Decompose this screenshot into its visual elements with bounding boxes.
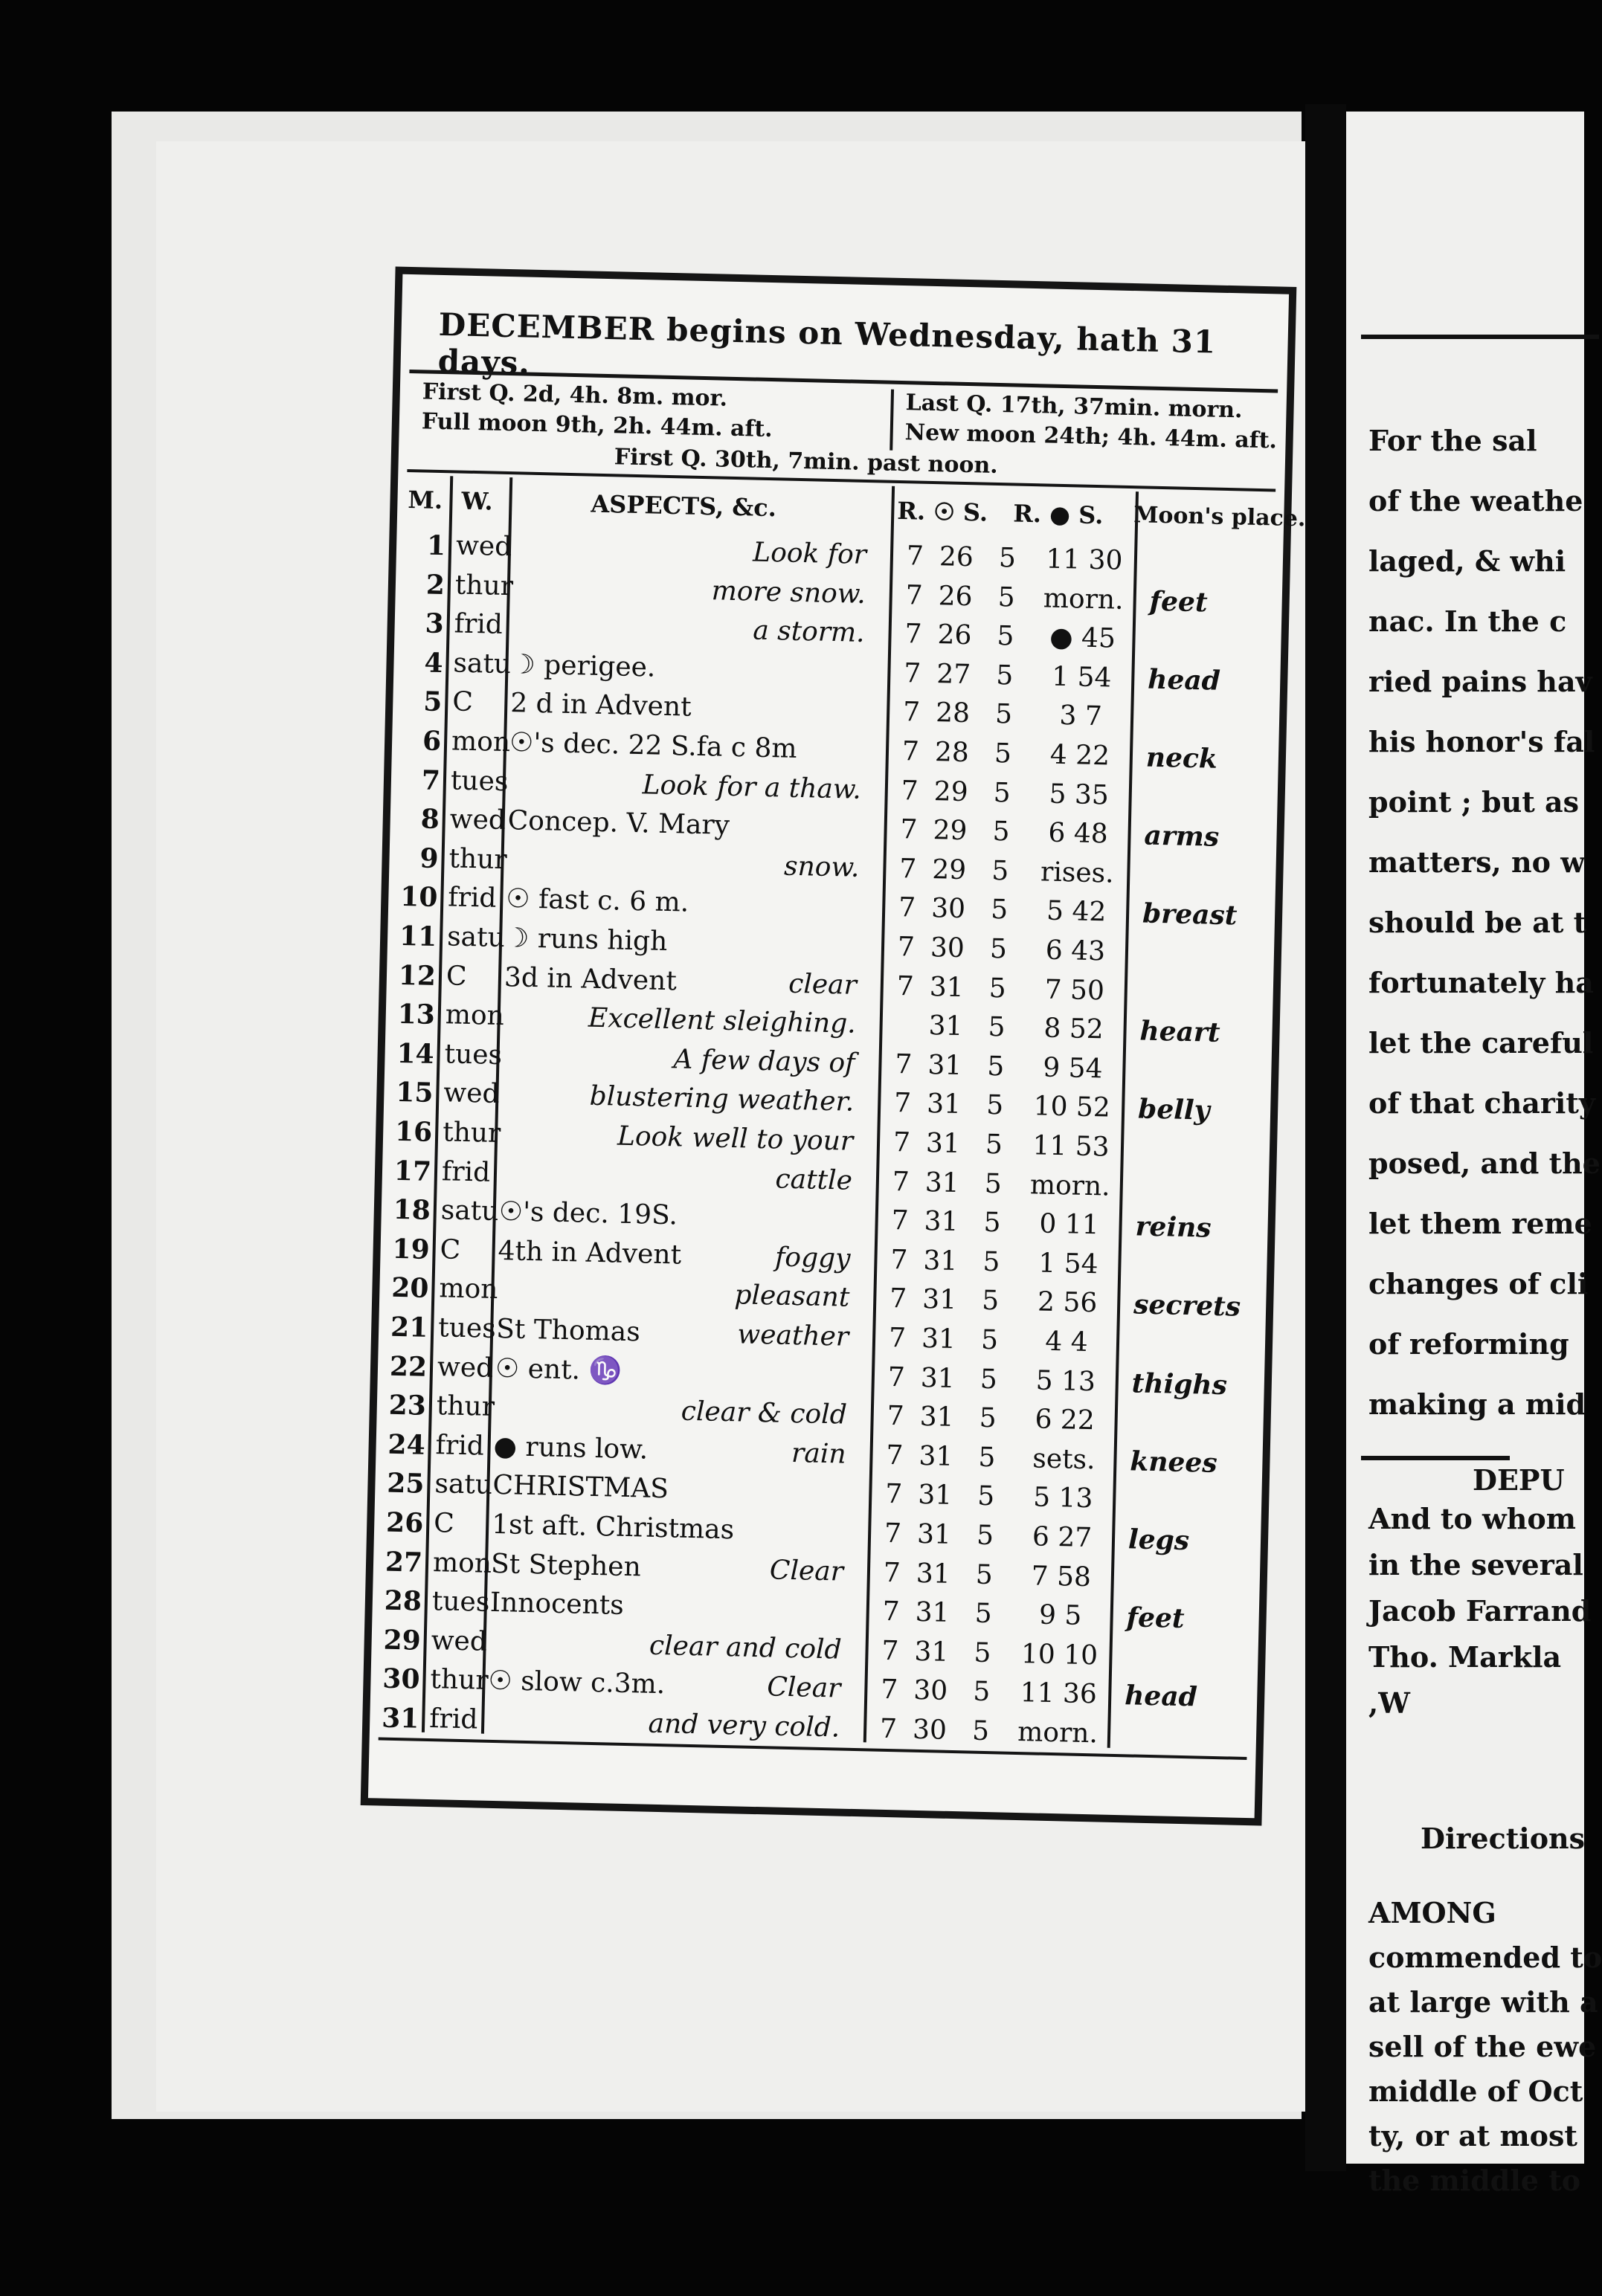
row-moon-place: feet	[1149, 585, 1209, 618]
row-sun-rise-min: 30	[913, 1675, 948, 1707]
row-day: 25	[386, 1468, 425, 1500]
row-aspect-right: Clear	[769, 1554, 844, 1587]
row-sun-set-hour: 5	[971, 1715, 990, 1747]
row-sun-rise-hour: 7	[898, 853, 917, 885]
row-moon-rise-set: 7 50	[1044, 974, 1105, 1006]
col-header-aspects: ASPECTS, &c.	[591, 489, 777, 523]
row-sun-rise-hour: 7	[892, 1166, 910, 1198]
row-sun-rise-min: 31	[917, 1480, 953, 1512]
row-sun-rise-min: 29	[933, 815, 968, 847]
right-page-line: ried pains hav	[1368, 665, 1592, 698]
row-sun-rise-hour: 7	[906, 541, 924, 572]
row-sun-rise-min: 27	[936, 658, 971, 691]
row-day: 23	[388, 1389, 427, 1422]
row-sun-rise-hour: 7	[893, 1088, 912, 1119]
row-day: 19	[392, 1233, 431, 1265]
right-page-line: sell of the ewe	[1368, 2030, 1597, 2063]
row-moon-rise-set: 0 11	[1039, 1208, 1100, 1241]
row-moon-place: reins	[1135, 1210, 1212, 1244]
row-sun-set-hour: 5	[988, 1012, 1006, 1043]
row-sun-rise-hour: 7	[900, 814, 918, 845]
row-sun-rise-hour: 7	[901, 736, 920, 767]
row-sun-set-hour: 5	[979, 1402, 997, 1434]
row-sun-set-hour: 5	[982, 1246, 1000, 1278]
phase-first-quarter-second: First Q. 30th, 7min. past noon.	[614, 444, 999, 479]
row-sun-rise-hour: 7	[896, 970, 915, 1002]
top-rule	[1361, 335, 1599, 339]
row-day: 20	[390, 1272, 429, 1305]
row-sun-rise-hour: 7	[882, 1596, 901, 1628]
row-day: 15	[395, 1077, 434, 1109]
right-page-line: laged, & whi	[1368, 544, 1566, 578]
right-page-line: fortunately ha	[1368, 966, 1594, 999]
row-weekday: C	[433, 1508, 455, 1539]
row-sun-set-hour: 5	[995, 660, 1014, 691]
row-aspect-right: a storm.	[752, 615, 866, 649]
row-sun-set-hour: 5	[990, 894, 1009, 926]
row-sun-set-hour: 5	[985, 1129, 1003, 1161]
row-sun-rise-min: 31	[916, 1558, 951, 1590]
row-moon-rise-set: morn.	[1017, 1717, 1098, 1750]
row-sun-set-hour: 5	[976, 1520, 994, 1552]
row-moon-place: knees	[1129, 1445, 1218, 1479]
row-day: 12	[398, 959, 437, 992]
right-page-directions-heading: Directions	[1421, 1822, 1586, 1855]
row-sun-set-hour: 5	[984, 1168, 1003, 1199]
row-moon-rise-set: 4 4	[1044, 1326, 1089, 1358]
row-weekday: wed	[449, 804, 506, 836]
row-moon-place: head	[1147, 663, 1221, 697]
row-sun-rise-min: 31	[924, 1167, 960, 1199]
row-moon-rise-set: ● 45	[1049, 622, 1116, 654]
row-aspect-right: foggy	[774, 1242, 851, 1274]
row-moon-place: breast	[1142, 897, 1238, 932]
row-weekday: mon	[451, 726, 511, 758]
row-day: 6	[422, 725, 442, 758]
row-moon-rise-set: 11 30	[1045, 544, 1123, 576]
row-sun-rise-min: 31	[916, 1518, 952, 1550]
phase-new-moon: New moon 24th; 4h. 44m. aft.	[904, 419, 1278, 454]
row-moon-rise-set: 7 58	[1031, 1560, 1092, 1593]
row-day: 29	[383, 1624, 422, 1657]
row-aspect: ☉ fast c. 6 m.	[505, 883, 689, 919]
col-header-sun-rise-set: R. ☉ S.	[896, 496, 988, 527]
row-day: 22	[389, 1350, 428, 1383]
row-moon-rise-set: 5 13	[1032, 1482, 1093, 1515]
row-moon-rise-set: 5 42	[1046, 895, 1107, 928]
book-gutter	[1305, 104, 1346, 2171]
row-sun-set-hour: 5	[974, 1598, 993, 1630]
row-aspect: Innocents	[489, 1587, 625, 1622]
row-sun-set-hour: 5	[980, 1324, 999, 1356]
row-moon-rise-set: 8 52	[1043, 1013, 1104, 1045]
row-day: 8	[420, 803, 440, 836]
row-sun-set-hour: 5	[989, 933, 1008, 965]
row-sun-set-hour: 5	[979, 1364, 998, 1395]
right-page-line: nac. In the c	[1368, 604, 1567, 638]
row-moon-rise-set: 6 27	[1032, 1521, 1093, 1554]
right-page-line: Tho. Markla	[1368, 1640, 1562, 1674]
row-sun-rise-hour: 7	[884, 1518, 902, 1550]
row-day: 26	[385, 1506, 424, 1539]
row-moon-rise-set: 6 48	[1048, 817, 1109, 850]
row-sun-rise-hour: 7	[886, 1439, 904, 1471]
row-aspect-right: snow.	[783, 851, 860, 883]
row-aspect-right: A few days of	[672, 1044, 855, 1079]
row-sun-rise-min: 31	[926, 1089, 962, 1120]
row-weekday: frid	[447, 882, 497, 915]
right-page-heading: DEPU	[1473, 1463, 1565, 1497]
row-aspect-right: blustering weather.	[589, 1081, 855, 1118]
row-day: 1	[426, 529, 446, 562]
right-page-line: AMONG	[1368, 1896, 1496, 1929]
row-weekday: mon	[439, 1273, 498, 1306]
row-weekday: mon	[432, 1547, 492, 1579]
row-sun-rise-min: 31	[919, 1402, 954, 1434]
row-sun-set-hour: 5	[991, 855, 1009, 887]
row-weekday: C	[445, 960, 468, 992]
phase-divider	[890, 390, 894, 451]
row-day: 3	[425, 607, 445, 640]
right-page-line: middle of Oct	[1368, 2074, 1583, 2108]
row-moon-place: belly	[1137, 1093, 1210, 1127]
right-page-line: And to whom	[1368, 1502, 1576, 1535]
row-moon-place: thighs	[1131, 1367, 1228, 1401]
row-aspect: ☉ ent. ♑	[495, 1352, 623, 1387]
row-moon-place: feet	[1126, 1602, 1186, 1635]
row-sun-set-hour: 5	[994, 699, 1013, 730]
row-weekday: frid	[435, 1429, 485, 1462]
row-sun-set-hour: 5	[993, 777, 1011, 809]
row-sun-rise-hour: 7	[904, 619, 922, 650]
row-sun-set-hour: 5	[977, 1481, 995, 1512]
row-sun-rise-min: 30	[930, 893, 966, 925]
row-weekday: thur	[448, 843, 508, 875]
row-sun-rise-min: 31	[929, 971, 965, 1003]
row-sun-set-hour: 5	[997, 621, 1014, 652]
col-header-month-day: M.	[408, 485, 443, 515]
row-moon-rise-set: rises.	[1040, 857, 1115, 889]
row-weekday: tues	[437, 1312, 497, 1344]
row-day: 2	[425, 569, 445, 601]
row-sun-rise-min: 26	[939, 541, 974, 573]
row-day: 28	[384, 1584, 422, 1617]
row-weekday: wed	[455, 530, 512, 563]
row-sun-rise-hour: 7	[898, 892, 916, 923]
row-moon-place: neck	[1145, 741, 1218, 775]
phase-first-quarter: First Q. 2d, 4h. 8m. mor.	[422, 378, 728, 412]
row-day: 11	[399, 920, 437, 953]
row-aspect: ● runs low.	[493, 1431, 649, 1465]
row-sun-rise-min: 26	[938, 580, 974, 612]
row-weekday: satu	[440, 1195, 499, 1228]
row-moon-place: legs	[1127, 1523, 1190, 1557]
row-day: 5	[422, 686, 443, 718]
row-day: 31	[381, 1702, 419, 1735]
row-aspect-right: rain	[791, 1437, 847, 1470]
row-moon-place: secrets	[1133, 1289, 1241, 1323]
row-sun-set-hour: 5	[986, 1051, 1005, 1083]
row-aspect-right: pleasant	[733, 1280, 850, 1314]
col-header-week-day: W.	[461, 486, 494, 516]
row-sun-rise-hour: 7	[903, 657, 921, 689]
row-moon-rise-set: 4 22	[1049, 739, 1110, 772]
row-moon-rise-set: 1 54	[1051, 661, 1112, 694]
row-day: 4	[424, 647, 444, 679]
phase-full-moon: Full moon 9th, 2h. 44m. aft.	[421, 408, 773, 443]
row-sun-set-hour: 5	[981, 1286, 1000, 1317]
row-weekday: tues	[431, 1586, 490, 1619]
row-sun-rise-hour: 7	[883, 1557, 901, 1588]
row-sun-set-hour: 5	[985, 1090, 1004, 1121]
row-aspect-right: Excellent sleighing.	[588, 1002, 857, 1040]
row-sun-set-hour: 5	[983, 1207, 1002, 1239]
row-weekday: wed	[443, 1077, 501, 1110]
row-sun-rise-hour: 7	[890, 1244, 908, 1276]
row-moon-rise-set: 6 22	[1035, 1404, 1096, 1436]
calendar-title: DECEMBER begins on Wednesday, hath 31 days.	[437, 306, 1217, 381]
row-day: 18	[393, 1193, 431, 1227]
row-moon-rise-set: 5 13	[1035, 1365, 1096, 1397]
row-sun-rise-min: 30	[930, 932, 965, 964]
row-aspect: ☽ runs high	[504, 923, 668, 958]
row-sun-rise-hour: 7	[901, 775, 919, 807]
right-page-line: making a mid	[1368, 1387, 1586, 1421]
row-weekday: thur	[436, 1390, 495, 1423]
row-day: 21	[390, 1311, 428, 1344]
row-weekday: thur	[430, 1664, 489, 1697]
row-sun-rise-hour: 7	[881, 1635, 899, 1667]
row-moon-place: arms	[1144, 819, 1220, 854]
row-sun-rise-hour: 7	[905, 579, 924, 611]
row-aspect: 1st aft. Christmas	[491, 1509, 735, 1546]
row-sun-rise-min: 31	[924, 1206, 959, 1238]
row-sun-set-hour: 5	[978, 1442, 996, 1474]
right-page	[1346, 112, 1602, 2197]
row-sun-rise-hour: 7	[897, 932, 916, 963]
row-aspect-right: and very cold.	[648, 1708, 840, 1744]
row-sun-set-hour: 5	[975, 1559, 994, 1590]
row-sun-rise-min: 31	[925, 1128, 961, 1160]
right-page-line: commended to	[1368, 1941, 1602, 1974]
right-page-line: Jacob Farrand	[1368, 1594, 1592, 1628]
row-moon-rise-set: morn.	[1043, 582, 1125, 616]
right-page-line: his honor's fal	[1368, 725, 1595, 758]
section-rule	[1361, 1456, 1510, 1460]
row-sun-rise-min: 28	[934, 737, 970, 769]
almanac-calendar-table	[361, 267, 1306, 1826]
row-aspect: 2 d in Advent	[509, 688, 692, 723]
row-moon-rise-set: 5 35	[1049, 778, 1110, 811]
right-page-line: in the several	[1368, 1548, 1583, 1581]
row-aspect: CHRISTMAS	[492, 1470, 669, 1505]
row-sun-set-hour: 5	[972, 1677, 991, 1708]
row-aspect: 3d in Advent	[504, 961, 678, 996]
right-page-line: the middle to	[1368, 2164, 1581, 2197]
right-page-line: should be at t	[1368, 906, 1587, 939]
row-sun-rise-hour: 7	[879, 1713, 898, 1745]
right-page-line: For the sal	[1368, 424, 1537, 457]
row-sun-rise-min: 31	[914, 1636, 949, 1668]
row-day: 16	[394, 1115, 433, 1148]
right-page-line: let the careful	[1368, 1026, 1594, 1060]
row-sun-rise-hour: 7	[892, 1127, 911, 1158]
row-sun-rise-hour: 7	[880, 1674, 898, 1706]
row-moon-rise-set: morn.	[1029, 1169, 1111, 1202]
right-page-line: of reforming	[1368, 1327, 1569, 1361]
row-aspect-right: Look well to your	[617, 1120, 854, 1157]
row-weekday: thur	[442, 1117, 501, 1149]
row-aspect-right: clear & cold	[681, 1396, 848, 1431]
row-sun-set-hour: 5	[988, 973, 1007, 1004]
row-weekday: C	[440, 1234, 461, 1265]
row-moon-rise-set: sets.	[1032, 1443, 1096, 1476]
row-day: 9	[419, 842, 440, 874]
row-day: 10	[399, 881, 438, 914]
row-moon-rise-set: 11 36	[1020, 1677, 1098, 1710]
row-day: 7	[421, 764, 441, 796]
right-page-line: point ; but as	[1368, 785, 1580, 819]
row-sun-rise-hour: 7	[902, 697, 921, 729]
row-aspect-right: more snow.	[711, 575, 866, 610]
row-weekday: frid	[441, 1155, 491, 1188]
row-weekday: frid	[428, 1703, 478, 1735]
row-weekday: tues	[444, 1039, 503, 1071]
row-sun-rise-min: 30	[912, 1714, 948, 1746]
row-sun-rise-hour: 7	[887, 1401, 905, 1432]
row-day: 24	[387, 1428, 426, 1461]
row-aspect: St Stephen	[490, 1548, 642, 1583]
row-moon-rise-set: 2 56	[1037, 1286, 1098, 1319]
row-day: 13	[397, 999, 436, 1031]
row-moon-rise-set: 11 53	[1032, 1130, 1110, 1163]
row-sun-set-hour: 5	[974, 1637, 991, 1668]
row-sun-rise-min: 28	[935, 697, 971, 729]
row-aspect-right: weather	[736, 1319, 849, 1352]
row-sun-set-hour: 5	[998, 543, 1017, 574]
row-aspect: ☉'s dec. 22 S.fa c 8m	[509, 727, 797, 764]
row-day: 30	[382, 1663, 421, 1696]
right-page-line: let them reme	[1368, 1207, 1592, 1240]
row-sun-set-hour: 5	[992, 816, 1010, 848]
row-aspect: ☽ perigee.	[511, 648, 656, 683]
row-sun-rise-min: 26	[937, 619, 972, 651]
row-sun-rise-hour: 7	[895, 1048, 913, 1080]
row-moon-place: head	[1124, 1680, 1198, 1713]
col-header-moon-place: Moon's place.	[1133, 502, 1306, 532]
row-day: 17	[393, 1155, 432, 1187]
row-sun-rise-min: 31	[923, 1245, 958, 1277]
row-weekday: thur	[454, 570, 514, 602]
right-page-line: at large with a	[1368, 1985, 1598, 2019]
row-moon-rise-set: 6 43	[1045, 935, 1106, 967]
row-aspect-right: Clear	[766, 1671, 841, 1704]
row-sun-rise-hour: 7	[887, 1361, 906, 1393]
row-moon-place: heart	[1139, 1015, 1221, 1049]
row-sun-rise-min: 31	[915, 1597, 950, 1629]
row-day: 14	[396, 1037, 435, 1070]
row-aspect-right: cattle	[775, 1164, 853, 1196]
right-page-line: ,W	[1368, 1686, 1410, 1720]
col-header-moon-rise-set: R. ● S.	[1012, 499, 1104, 530]
row-aspect: Concep. V. Mary	[507, 805, 730, 842]
phase-last-quarter: Last Q. 17th, 37min. morn.	[905, 390, 1243, 424]
right-page-line: posed, and the	[1368, 1147, 1601, 1180]
right-page-line: of the weathe	[1368, 484, 1583, 517]
row-moon-rise-set: 10 52	[1033, 1091, 1111, 1123]
right-page-line: ty, or at most	[1368, 2119, 1577, 2152]
row-moon-rise-set: 10 10	[1020, 1638, 1098, 1671]
row-weekday: tues	[450, 764, 509, 797]
row-sun-rise-min: 31	[921, 1284, 957, 1316]
right-page-line: of that charity	[1368, 1086, 1595, 1120]
row-aspect-right: clear	[788, 968, 858, 1001]
row-weekday: satu	[434, 1468, 493, 1501]
row-aspect-right: Look for	[752, 537, 867, 570]
row-sun-rise-min: 31	[921, 1323, 956, 1355]
row-sun-set-hour: 5	[997, 581, 1016, 613]
row-aspect: St Thomas	[495, 1313, 641, 1348]
row-moon-rise-set: 9 54	[1042, 1052, 1103, 1085]
right-page-line: changes of cli	[1368, 1267, 1589, 1300]
row-sun-rise-hour: 7	[889, 1283, 907, 1315]
row-aspect-right: clear and cold	[649, 1630, 843, 1665]
row-moon-rise-set: 3 7	[1059, 700, 1103, 732]
row-aspect: 4th in Advent	[498, 1235, 682, 1271]
row-weekday: satu	[446, 921, 506, 954]
row-sun-rise-hour: 7	[891, 1205, 910, 1236]
row-sun-rise-hour: 7	[884, 1479, 903, 1510]
row-weekday: wed	[437, 1351, 494, 1384]
row-weekday: frid	[454, 608, 504, 641]
right-page-line: matters, no w	[1368, 845, 1585, 879]
row-moon-rise-set: 1 54	[1038, 1248, 1098, 1280]
row-sun-rise-min: 31	[928, 1010, 963, 1042]
row-sun-rise-min: 29	[931, 854, 967, 886]
row-weekday: mon	[445, 999, 505, 1032]
row-aspect: ☉ slow c.3m.	[488, 1665, 666, 1700]
row-sun-rise-hour: 7	[888, 1322, 907, 1354]
row-weekday: C	[451, 686, 474, 718]
row-day: 27	[385, 1546, 423, 1578]
row-sun-rise-min: 31	[920, 1362, 956, 1394]
row-sun-rise-min: 31	[927, 1049, 962, 1081]
row-moon-rise-set: 9 5	[1038, 1599, 1082, 1632]
row-aspect: ☉'s dec. 19S.	[498, 1196, 678, 1231]
row-weekday: satu	[453, 648, 512, 680]
row-sun-rise-min: 31	[919, 1440, 953, 1472]
row-weekday: wed	[431, 1625, 488, 1657]
row-sun-set-hour: 5	[994, 738, 1012, 770]
row-aspect-right: Look for a thaw.	[642, 769, 862, 805]
row-sun-rise-min: 29	[933, 775, 969, 807]
